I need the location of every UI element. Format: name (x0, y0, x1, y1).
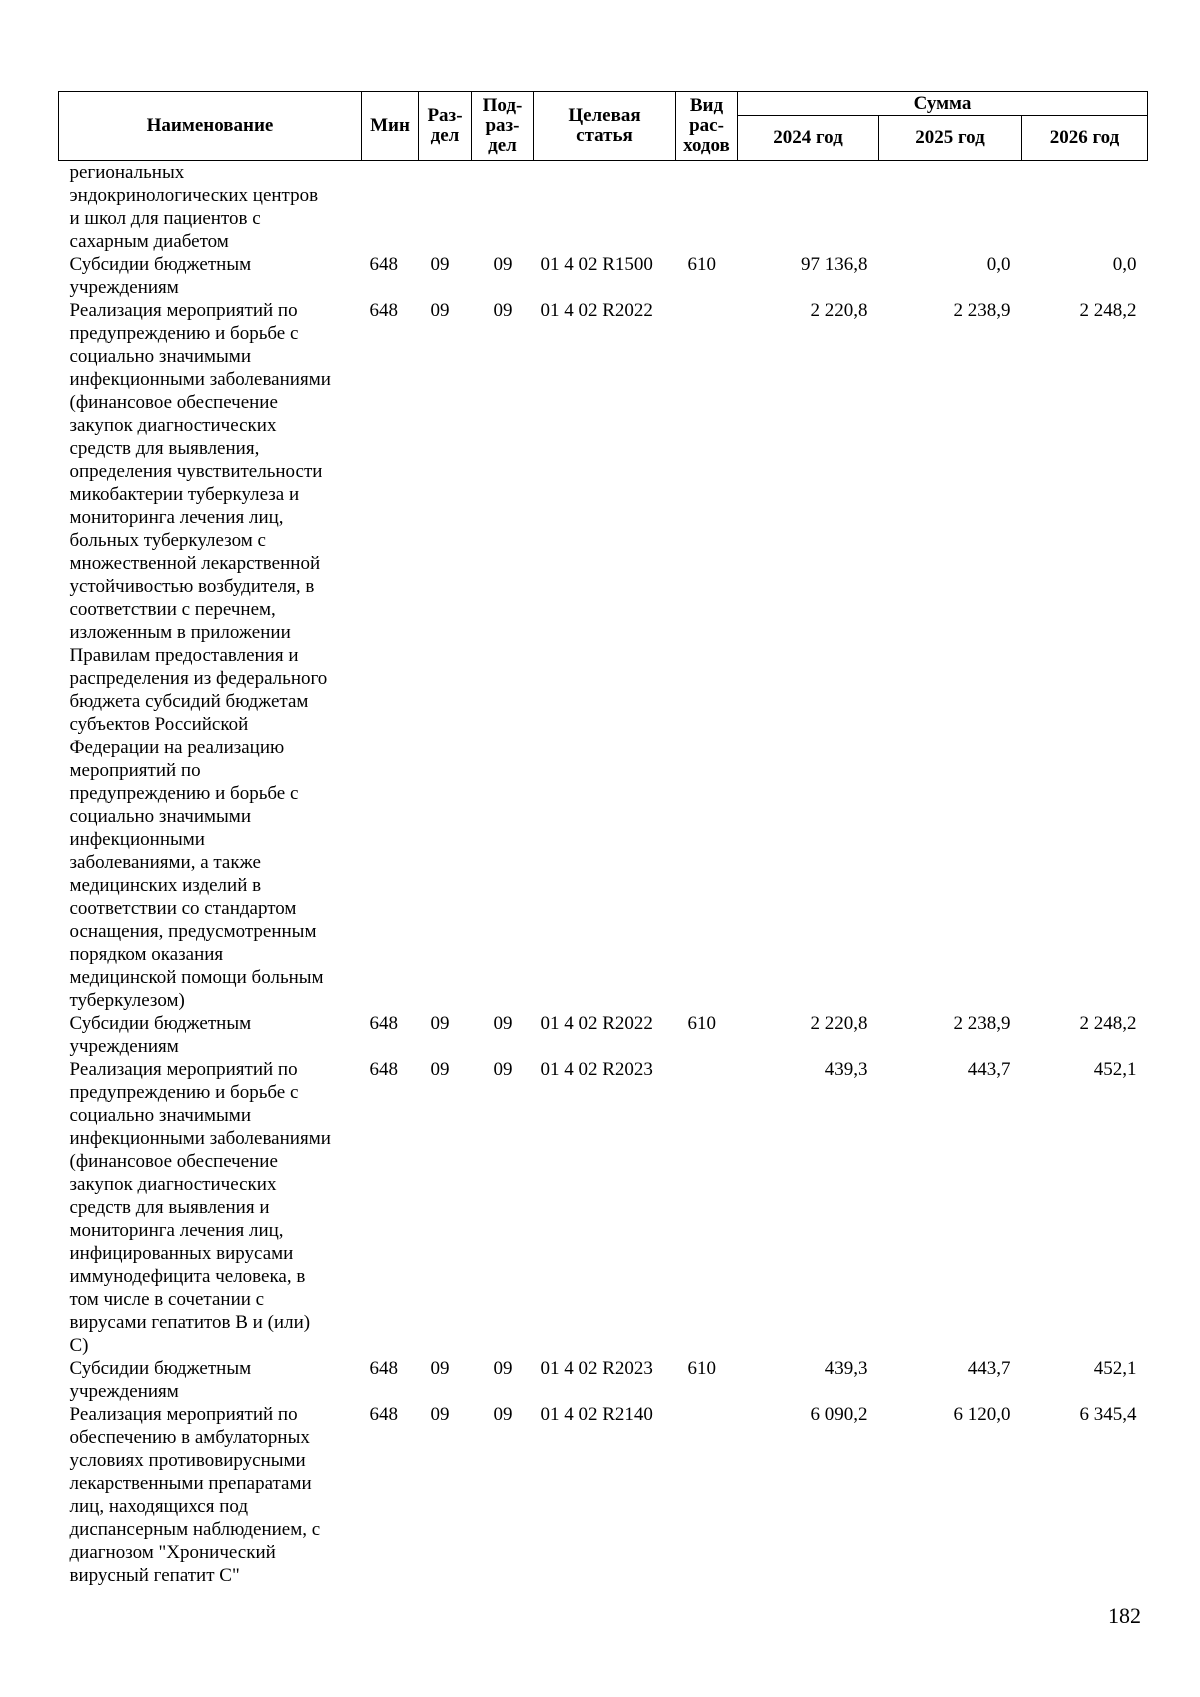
row-amount-2024-cell: 97 136,8 (801, 254, 868, 275)
row-amount-2025-cell: 0,0 (986, 254, 1011, 275)
row-podrazdel-cell (472, 161, 534, 254)
row-vid-cell (676, 1058, 738, 1357)
row-name-cell: региональных эндокринологических центров и школ для пациентов с сахарным диабетом (69, 162, 319, 252)
row-vid-cell: 610 (687, 254, 716, 275)
row-min-cell: 648 (369, 1059, 398, 1080)
row-min-cell: 648 (369, 254, 398, 275)
row-razdel-cell: 09 (430, 300, 450, 321)
header-razdel: Раз- дел (419, 92, 472, 161)
row-min-cell: 648 (369, 1013, 398, 1034)
row-min-cell: 648 (369, 1358, 398, 1379)
row-name-cell: Субсидии бюджетным учреждениям (69, 1358, 252, 1402)
row-amount-2025-cell (879, 161, 1022, 254)
table-row (59, 253, 1148, 299)
header-year-2025: 2025 год (879, 116, 1022, 161)
row-name-cell: Реализация мероприятий по обеспечению в амбулаторных условиях противовирусными лекарственными препаратами лиц, находящихся под диспансерным наблюдением, с диагнозом "Хронический вирусный гепатит C" (69, 1404, 321, 1586)
row-name-cell: Субсидии бюджетным учреждениям (69, 1013, 252, 1057)
row-amount-2026-cell: 2 248,2 (1079, 1013, 1137, 1034)
row-podrazdel-cell: 09 (493, 1358, 513, 1379)
table-row (59, 1012, 1148, 1058)
row-amount-2025-cell: 6 120,0 (953, 1404, 1011, 1425)
table-row (59, 1357, 1148, 1403)
row-vid-cell (676, 299, 738, 1012)
row-celevaya-cell: 01 4 02 R2023 (540, 1059, 653, 1080)
header-podrazdel: Под- раз- дел (472, 92, 534, 161)
row-celevaya-cell: 01 4 02 R2022 (540, 1013, 653, 1034)
row-min-cell: 648 (369, 300, 398, 321)
row-celevaya-cell: 01 4 02 R2140 (540, 1404, 653, 1425)
row-amount-2024-cell: 6 090,2 (810, 1404, 868, 1425)
table-body (59, 161, 1148, 1588)
table-row (59, 1058, 1148, 1357)
row-amount-2026-cell: 6 345,4 (1079, 1404, 1137, 1425)
row-amount-2025-cell: 2 238,9 (953, 1013, 1011, 1034)
row-name-cell: Субсидии бюджетным учреждениям (69, 254, 252, 298)
row-amount-2026-cell: 452,1 (1093, 1358, 1137, 1379)
row-podrazdel-cell: 09 (493, 1059, 513, 1080)
row-razdel-cell: 09 (430, 1059, 450, 1080)
row-vid-cell (676, 1403, 738, 1587)
row-celevaya-cell (534, 161, 676, 254)
budget-table (58, 91, 1148, 1587)
row-amount-2025-cell: 443,7 (967, 1358, 1011, 1379)
row-amount-2024-cell: 439,3 (824, 1059, 868, 1080)
row-razdel-cell: 09 (430, 254, 450, 275)
row-name-cell: Реализация мероприятий по предупреждению и борьбе с социально значимыми инфекционными заболеваниями (финансовое обеспечение закупок диагностических средств для выявления, определения чувствительности микобактерии туберкулеза и мониторинга лечения лиц, больных туберкулезом с множественной лекарственной устойчивостью возбудителя, в соответствии с перечнем, изложенным в приложении Правилам предоставления и распределения из федерального бюджета субсидий бюджетам субъектов Российской Федерации на реализацию мероприятий по предупреждению и борьбе с социально значимыми инфекционными заболеваниями, а также медицинских изделий в соответствии со стандартом оснащения, предусмотренным порядком оказания медицинской помощи больным туберкулезом) (69, 300, 331, 1011)
header-summa: Сумма (738, 92, 1148, 116)
table-row (59, 299, 1148, 1012)
row-razdel-cell (419, 161, 472, 254)
row-vid-cell: 610 (687, 1358, 716, 1379)
row-amount-2024-cell: 2 220,8 (810, 300, 868, 321)
row-amount-2024-cell: 2 220,8 (810, 1013, 868, 1034)
row-min-cell (362, 161, 419, 254)
row-amount-2024-cell (738, 161, 879, 254)
row-razdel-cell: 09 (430, 1013, 450, 1034)
row-vid-cell: 610 (687, 1013, 716, 1034)
row-podrazdel-cell: 09 (493, 1013, 513, 1034)
row-amount-2024-cell: 439,3 (824, 1358, 868, 1379)
page-number: 182 (1108, 1603, 1141, 1628)
row-razdel-cell: 09 (430, 1358, 450, 1379)
row-podrazdel-cell: 09 (493, 254, 513, 275)
row-vid-cell (676, 161, 738, 254)
table-header (59, 92, 1148, 161)
row-podrazdel-cell: 09 (493, 1404, 513, 1425)
row-amount-2026-cell: 2 248,2 (1079, 300, 1137, 321)
row-celevaya-cell: 01 4 02 R2023 (540, 1358, 653, 1379)
row-amount-2026-cell (1022, 161, 1148, 254)
header-celevaya: Целевая статья (534, 92, 676, 161)
table-row (59, 161, 1148, 254)
header-name: Наименование (59, 92, 362, 161)
row-razdel-cell: 09 (430, 1404, 450, 1425)
row-amount-2025-cell: 2 238,9 (953, 300, 1011, 321)
header-year-2024: 2024 год (738, 116, 879, 161)
table-row (59, 1403, 1148, 1587)
row-min-cell: 648 (369, 1404, 398, 1425)
header-year-2026: 2026 год (1022, 116, 1148, 161)
row-amount-2026-cell: 0,0 (1112, 254, 1137, 275)
row-celevaya-cell: 01 4 02 R1500 (540, 254, 653, 275)
header-vid: Вид рас- ходов (676, 92, 738, 161)
row-amount-2025-cell: 443,7 (967, 1059, 1011, 1080)
row-name-cell: Реализация мероприятий по предупреждению и борьбе с социально значимыми инфекционными заболеваниями (финансовое обеспечение закупок диагностических средств для выявления и мониторинга лечения лиц, инфицированных вирусами иммунодефицита человека, в том числе в сочетании с вирусами гепатитов B и (или) C) (69, 1059, 331, 1356)
row-celevaya-cell: 01 4 02 R2022 (540, 300, 653, 321)
row-amount-2026-cell: 452,1 (1093, 1059, 1137, 1080)
header-min: Мин (362, 92, 419, 161)
row-podrazdel-cell: 09 (493, 300, 513, 321)
